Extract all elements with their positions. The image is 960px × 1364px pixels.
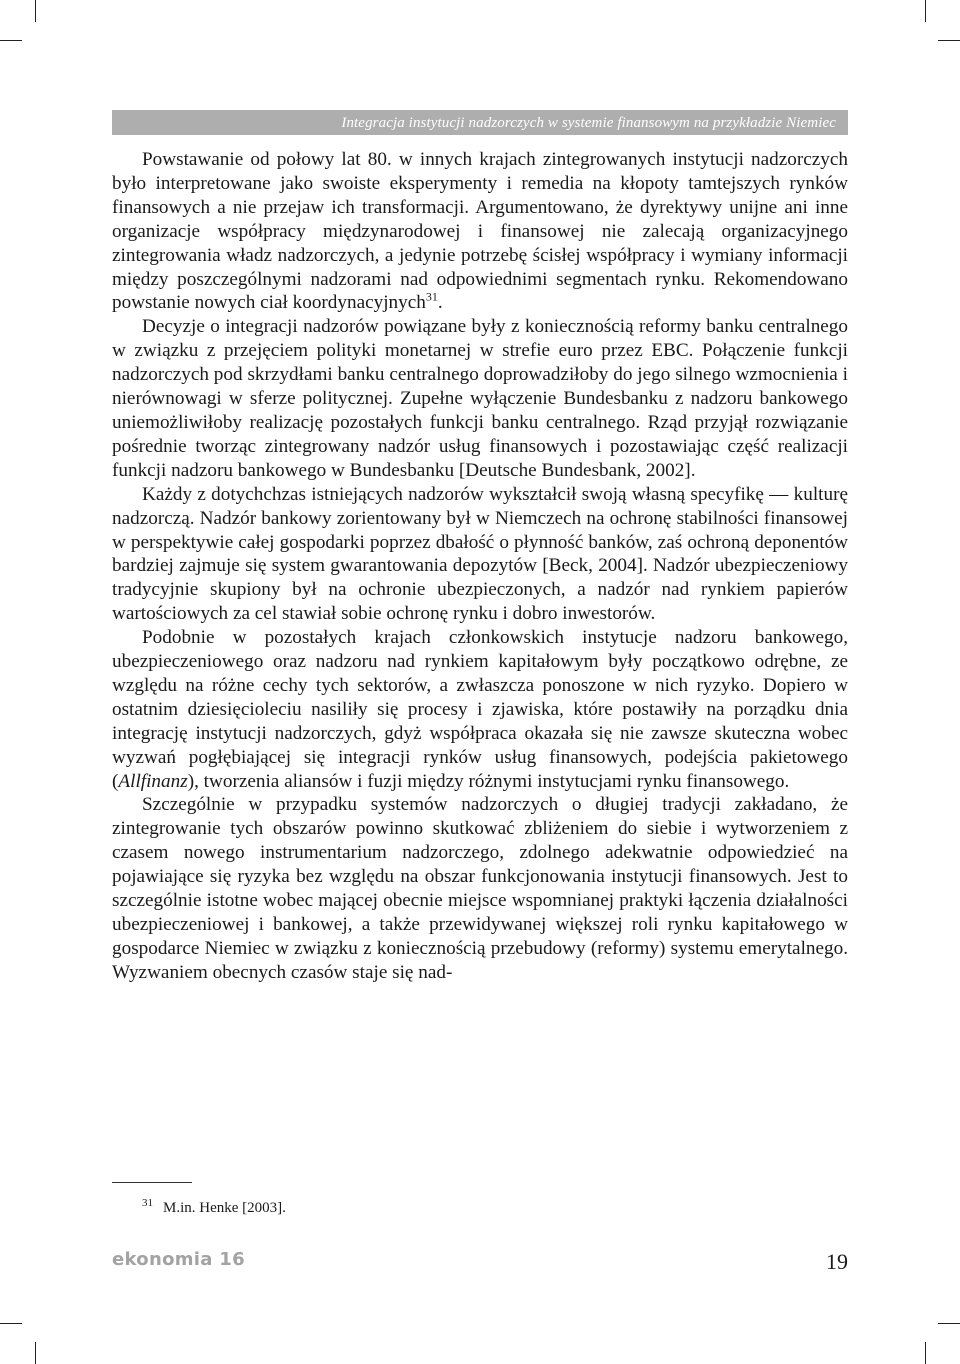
paragraph-2: Decyzje o integracji nadzorów powiązane były z koniecznością reformy banku centralnego w związku z przejęciem polityki monetarnej w strefie euro przez EBC. Połączenie funkcji nadzorczych pod skrzydłami banku centralnego doprowadziłoby do jego silnego wzmocnienia i nierównowagi w sferze politycznej. Zupełne wyłączenie Bundesbanku z nadzoru bankowego uniemożliwiłoby realizację pozostałych funkcji banku centralnego. Rząd przyjął rozwiązanie pośrednie tworząc zintegrowany nadzór usług finansowych i pozostawiając część realizacji funkcji nadzoru bankowego w Bundesbanku [Deutsche Bundesbank, 2002].: [112, 316, 848, 481]
crop-mark-bottom-left: [35, 1342, 36, 1364]
footnote-text: M.in. Henke [2003].: [163, 1200, 286, 1216]
crop-mark-bottom-right: [925, 1342, 926, 1364]
footnote-reference: 31: [425, 290, 438, 305]
running-header: [112, 110, 848, 135]
paragraph-5: Szczególnie w przypadku systemów nadzorczych o długiej tradycji zakładano, że zintegrowanie tych obszarów powinno skutkować zbliżeniem do siebie i wytworzeniem z czasem nowego instrumentarium nadzorczego, zdolnego adekwatnie odpowiedzieć na pojawiające się ryzyka bez względu na obszar funkcjonowania instytucji finansowych. Jest to szczególnie istotne wobec mającej obecnie miejsce wspomnianej praktyki łączenia działalności ubezpieczeniowej i bankowej, a także przewidywanej większej roli rynku kapitałowego w gospodarce Niemiec w związku z koniecznością przebudowy (reformy) systemu emerytalnego. Wyzwaniem obecnych czasów staje się nad-: [112, 794, 848, 983]
paragraph-1-end: .: [437, 292, 443, 314]
crop-mark-left-top: [0, 40, 22, 41]
footnote-separator: [112, 1182, 192, 1183]
crop-mark-right-bottom: [938, 1323, 960, 1324]
journal-name: ekonomia 16: [112, 1249, 245, 1270]
paragraph-3: Każdy z dotychchzas istniejących nadzorów wykształcił swoją własną specyfikę — kulturę nadzorczą. Nadzór bankowy zorientowany był w Niemczech na ochronę stabilności finansowej w perspektywie całej gospodarki poprzez dbałość o płynność banków, zaś ochroną deponentów bardziej zajmuje się system gwarantowania depozytów [Beck, 2004]. Nadzór ubezpieczeniowy tradycyjnie skupiony był na ochronie ubezpieczonych, a nadzór nad rynkiem papierów wartościowych za cel stawiał sobie ochronę rynku i dobro inwestorów.: [112, 483, 848, 625]
footnote-31: [142, 1199, 286, 1217]
crop-mark-left-bottom: [0, 1323, 22, 1324]
crop-mark-top-left: [35, 0, 36, 22]
paragraph-4-text: Podobnie w pozostałych krajach członkowskich instytucje nadzoru bankowego, ubezpieczeniowego oraz nadzoru nad rynkiem kapitałowym były początkowo odrębne, ze względu na różne cechy tych sektorów, a zwłaszcza ponoszone w nich ryzyko. Dopiero w ostatnim dziesięcioleciu nasiliły się procesy i zjawiska, które postawiły na porządku dnia integrację instytucji nadzorczych, gdyż współpraca okazała się nie zawsze skuteczna wobec wyzwań pogłębiającej się integracji rynków usług finansowych, podejścia pakietowego (: [112, 627, 848, 792]
crop-mark-right-top: [938, 40, 960, 41]
body-text: [112, 148, 848, 985]
paragraph-4-end: ), tworzenia aliansów i fuzji między różnymi instytucjami rynku finansowego.: [187, 770, 790, 792]
italic-term: Allfinanz: [118, 770, 188, 792]
footnote-mark: 31: [142, 1197, 153, 1209]
paragraph-4: [112, 626, 848, 793]
paragraph-1-text: Powstawanie od połowy lat 80. w innych krajach zintegrowanych instytucji nadzorczych było interpretowane jako swoiste eksperymenty i remedia na kłopoty tamtejszych rynków finansowych a nie przejaw ich transformacji. Argumentowano, że dyrektywy unijne ani inne organizacje współpracy międzynarodowej i finansowej nie zalecają organizacyjnego zintegrowania władz nadzorczych, a jedynie potrzebę ścisłej współpracy i wymiany informacji między poszczególnymi nadzorami nad odpowiednimi segmentach rynku. Rekomendowano powstanie nowych ciał koordynacyjnych: [112, 149, 848, 314]
running-header-title: Integracja instytucji nadzorczych w systemie finansowym na przykładzie Niemiec: [341, 115, 836, 131]
page-number: 19: [826, 1249, 848, 1274]
crop-mark-top-right: [925, 0, 926, 22]
paragraph-1: [112, 148, 848, 315]
